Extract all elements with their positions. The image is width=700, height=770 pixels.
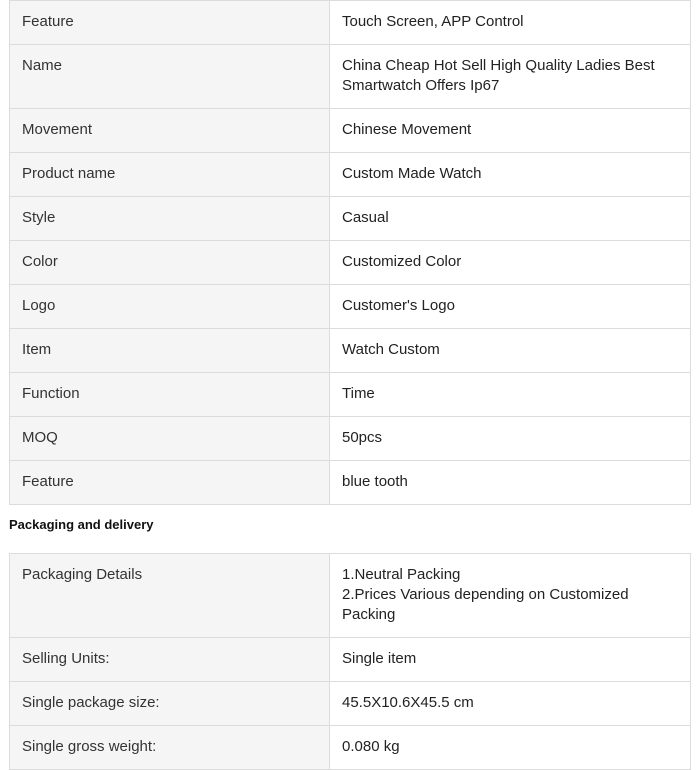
attribute-key: Item (10, 329, 330, 373)
attributes-table (9, 0, 691, 505)
packaging-key: Packaging Details (10, 554, 330, 638)
attribute-value: Chinese Movement (330, 109, 691, 153)
packaging-key: Single package size: (10, 682, 330, 726)
attribute-key: Color (10, 241, 330, 285)
table-row (10, 197, 691, 241)
table-row (10, 417, 691, 461)
attribute-value: Time (330, 373, 691, 417)
attribute-key: Name (10, 45, 330, 109)
table-row (10, 1, 691, 45)
attribute-value: Custom Made Watch (330, 153, 691, 197)
attribute-key: Feature (10, 1, 330, 45)
table-row (10, 241, 691, 285)
packaging-value: Single item (330, 638, 691, 682)
packaging-value: 45.5X10.6X45.5 cm (330, 682, 691, 726)
packaging-key: Selling Units: (10, 638, 330, 682)
table-row (10, 373, 691, 417)
packaging-value: 1.Neutral Packing 2.Prices Various depending on Customized Packing (330, 554, 691, 638)
attribute-value: 50pcs (330, 417, 691, 461)
packaging-value: 0.080 kg (330, 726, 691, 770)
attribute-value: Customer's Logo (330, 285, 691, 329)
packaging-section-title: Packaging and delivery (9, 517, 154, 532)
attribute-key: Feature (10, 461, 330, 505)
table-row (10, 109, 691, 153)
packaging-table (9, 553, 691, 770)
table-row (10, 153, 691, 197)
table-row (10, 461, 691, 505)
packaging-key: Single gross weight: (10, 726, 330, 770)
table-row (10, 638, 691, 682)
attribute-key: Function (10, 373, 330, 417)
attribute-value: Watch Custom (330, 329, 691, 373)
attribute-value: China Cheap Hot Sell High Quality Ladies Best Smartwatch Offers Ip67 (330, 45, 691, 109)
attribute-key: Logo (10, 285, 330, 329)
table-row (10, 285, 691, 329)
attribute-key: Style (10, 197, 330, 241)
attribute-key: Movement (10, 109, 330, 153)
attribute-key: Product name (10, 153, 330, 197)
attribute-value: Touch Screen, APP Control (330, 1, 691, 45)
table-row (10, 45, 691, 109)
attribute-value: blue tooth (330, 461, 691, 505)
table-row (10, 329, 691, 373)
attribute-key: MOQ (10, 417, 330, 461)
table-row (10, 682, 691, 726)
attribute-value: Customized Color (330, 241, 691, 285)
table-row (10, 554, 691, 638)
attribute-value: Casual (330, 197, 691, 241)
